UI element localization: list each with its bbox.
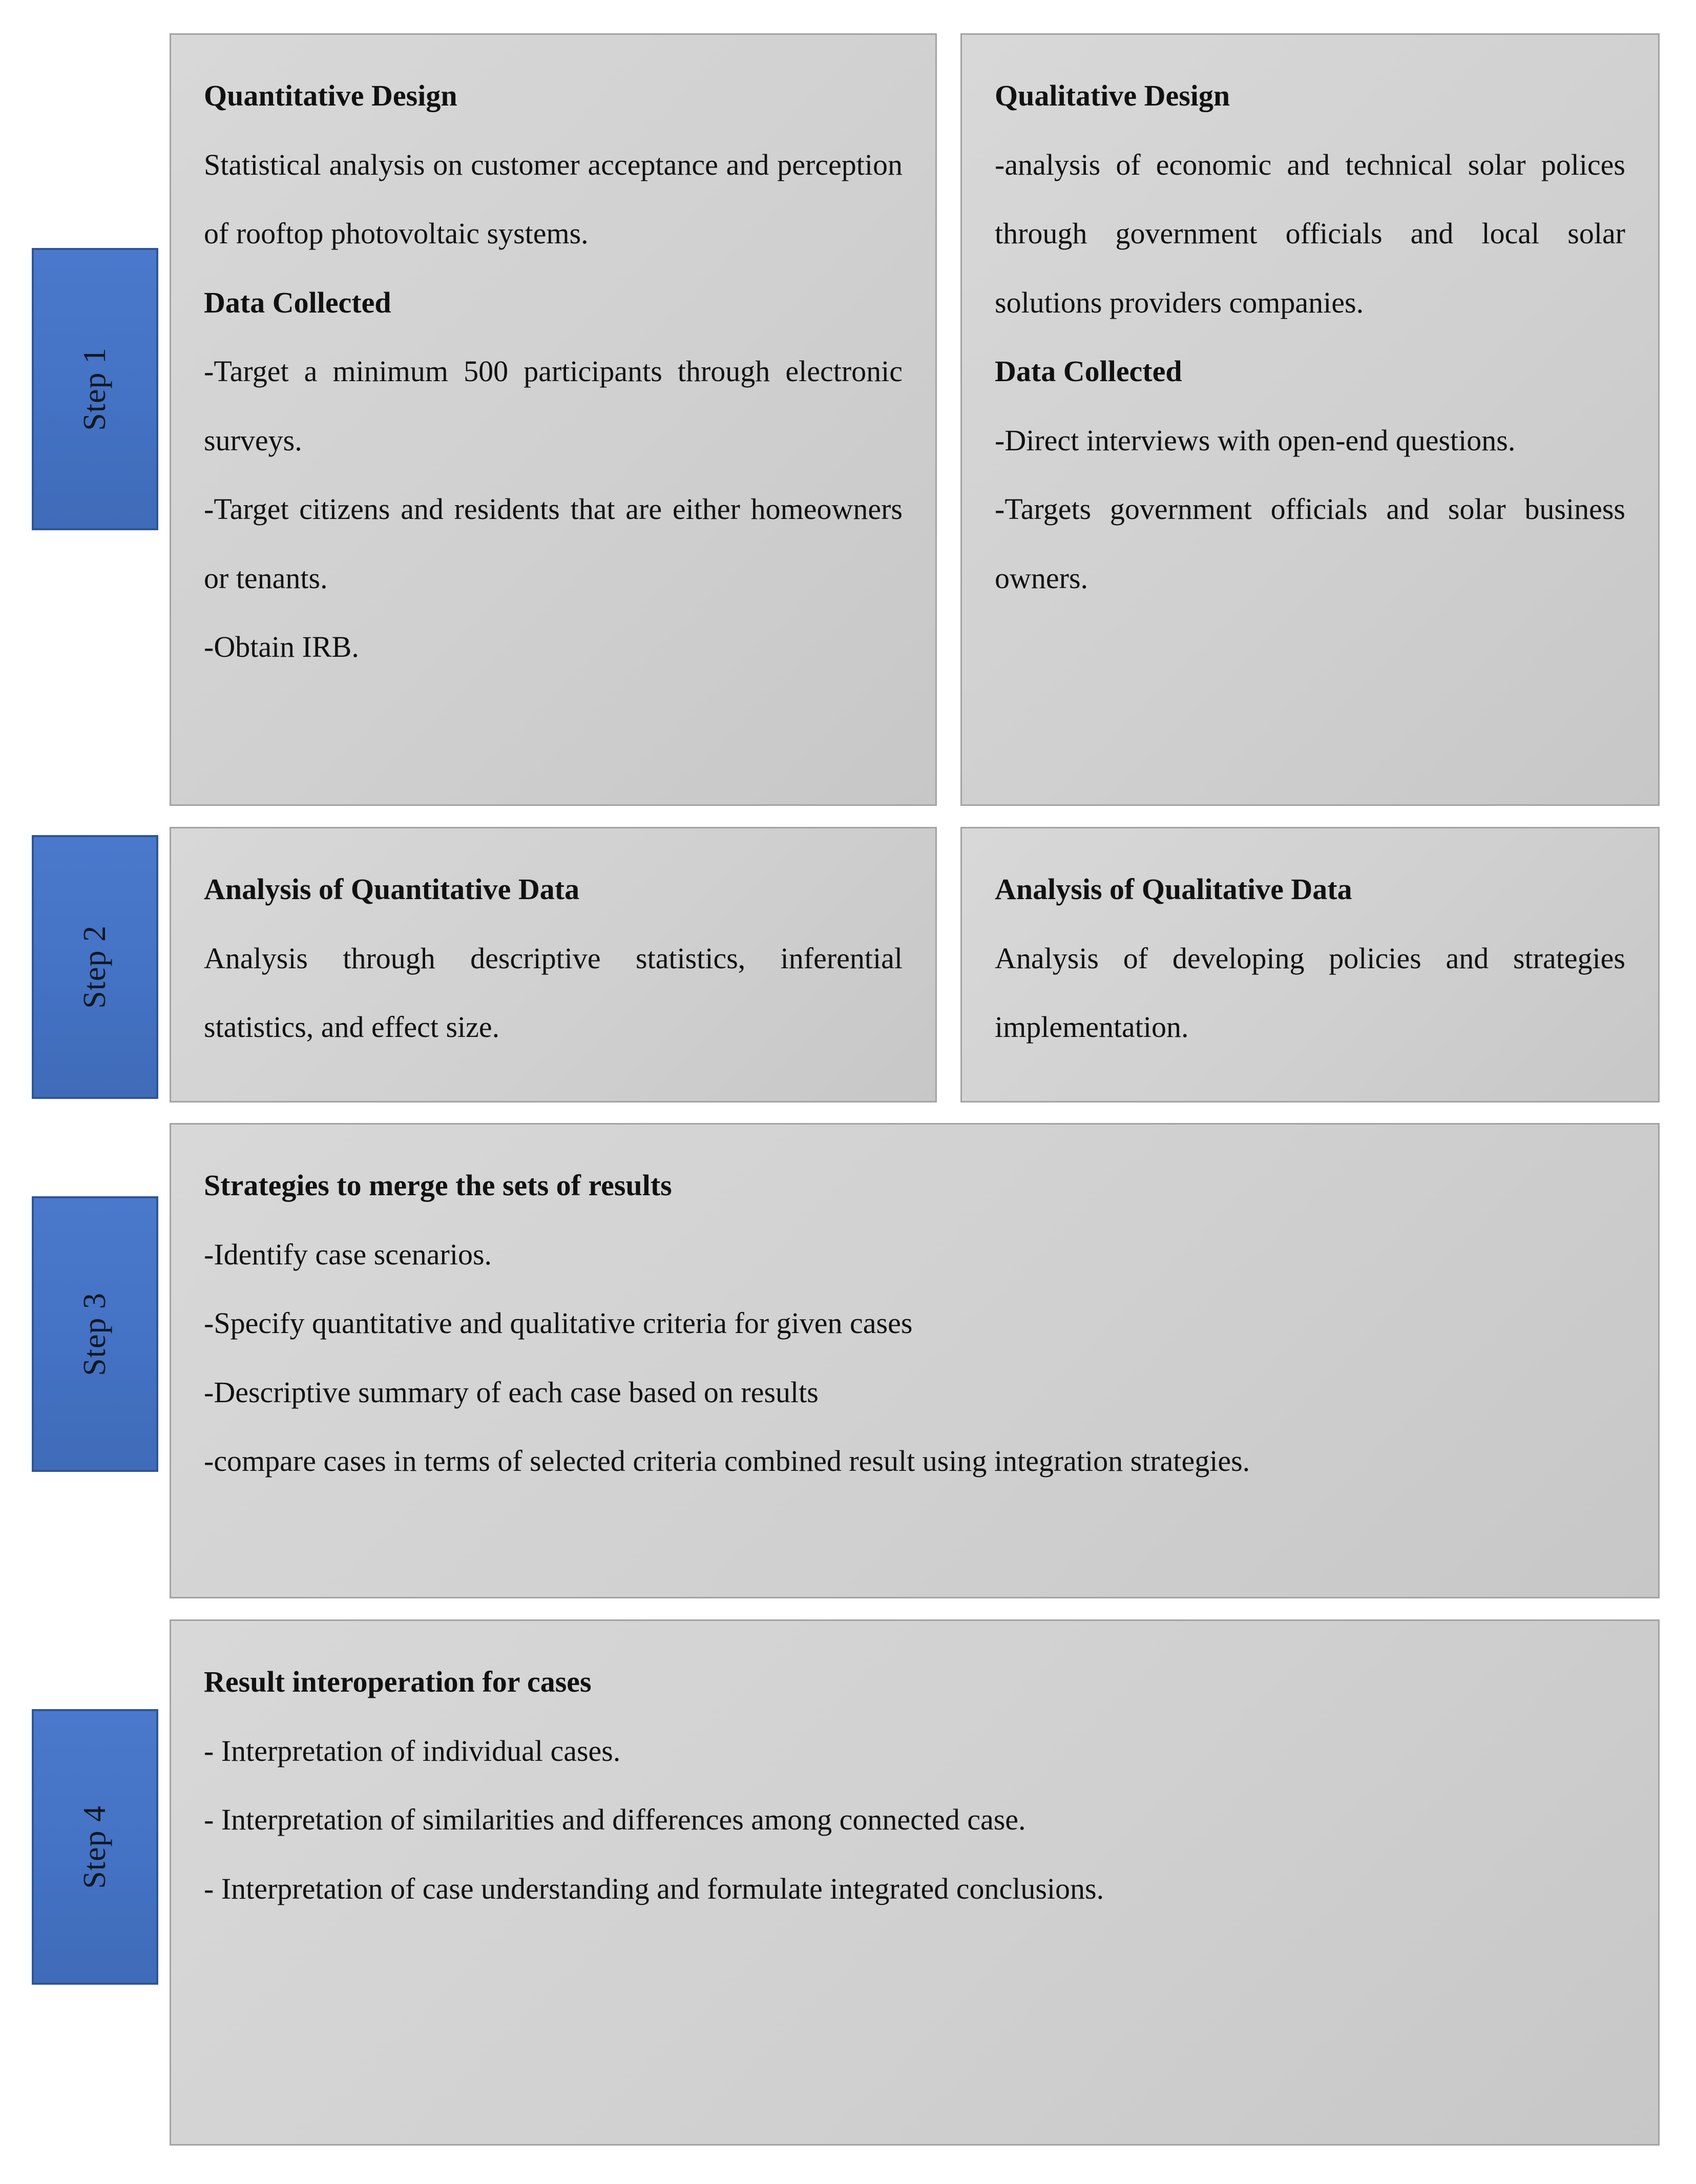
- qualitative-data-item-2: -Targets government officials and solar business owners.: [995, 492, 1625, 595]
- qualitative-data-collected-title: Data Collected: [995, 355, 1182, 388]
- quantitative-design-title: Quantitative Design: [204, 79, 457, 112]
- qualitative-design-title: Qualitative Design: [995, 79, 1230, 112]
- analysis-qualitative-title: Analysis of Qualitative Data: [995, 872, 1352, 906]
- qualitative-design-description: -analysis of economic and technical solar polices through government officials and local solar solutions providers companies.: [995, 148, 1625, 319]
- merge-strategy-item-3: -Descriptive summary of each case based on results: [204, 1375, 819, 1409]
- analysis-qualitative-description: Analysis of developing policies and strategies implementation.: [995, 941, 1625, 1044]
- step-1-label-text: Step 1: [77, 347, 112, 431]
- step-3-label: [32, 1196, 158, 1472]
- step-4-label-text: Step 4: [77, 1805, 112, 1889]
- step-3-label-text: Step 3: [77, 1292, 112, 1376]
- merge-strategy-item-1: -Identify case scenarios.: [204, 1237, 492, 1271]
- step-2-label-text: Step 2: [77, 925, 112, 1009]
- analysis-quantitative-description: Analysis through descriptive statistics, inferential statistics, and effect size.: [204, 941, 903, 1044]
- step-4-label: [32, 1709, 158, 1985]
- result-interpretation-item-1: - Interpretation of individual cases.: [204, 1734, 621, 1767]
- merge-strategies-box: [170, 1123, 1660, 1598]
- merge-strategies-title: Strategies to merge the sets of results: [204, 1169, 672, 1202]
- result-interpretation-item-3: - Interpretation of case understanding and formulate integrated conclusions.: [204, 1871, 1104, 1905]
- merge-strategy-item-4: -compare cases in terms of selected criteria combined result using integration strategies.: [204, 1444, 1250, 1478]
- analysis-quantitative-box: [170, 827, 937, 1103]
- step-1-label: [32, 248, 158, 530]
- analysis-qualitative-box: [960, 827, 1660, 1103]
- analysis-quantitative-title: Analysis of Quantitative Data: [204, 872, 580, 906]
- quantitative-data-item-2: -Target citizens and residents that are either homeowners or tenants.: [204, 492, 903, 595]
- result-interpretation-box: [170, 1619, 1660, 2146]
- quantitative-data-collected-title: Data Collected: [204, 285, 391, 319]
- result-interpretation-title: Result interoperation for cases: [204, 1665, 592, 1698]
- quantitative-data-item-1: -Target a minimum 500 participants through electronic surveys.: [204, 355, 903, 457]
- merge-strategy-item-2: -Specify quantitative and qualitative criteria for given cases: [204, 1306, 913, 1340]
- quantitative-data-item-3: -Obtain IRB.: [204, 630, 359, 664]
- qualitative-design-box: [960, 33, 1660, 806]
- result-interpretation-item-2: - Interpretation of similarities and differences among connected case.: [204, 1803, 1026, 1837]
- qualitative-data-item-1: -Direct interviews with open-end questions.: [995, 423, 1516, 457]
- quantitative-design-description: Statistical analysis on customer acceptance and perception of rooftop photovoltaic systems.: [204, 148, 903, 251]
- step-2-label: [32, 835, 158, 1099]
- quantitative-design-box: [170, 33, 937, 806]
